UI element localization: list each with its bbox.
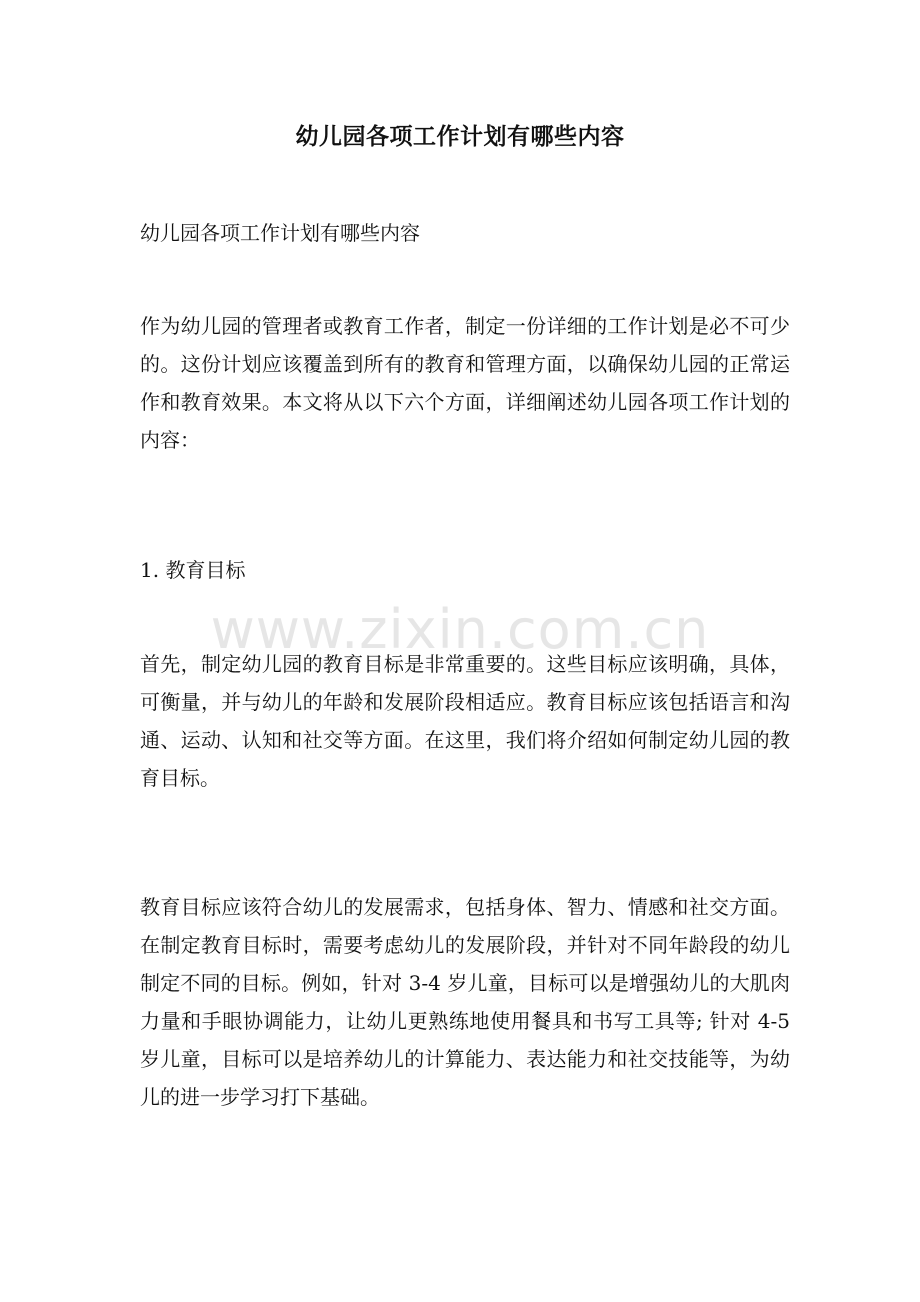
watermark: www.zixin.com.cn	[210, 598, 710, 661]
page-title: 幼儿园各项工作计划有哪些内容	[295, 124, 625, 150]
subtitle-paragraph: 幼儿园各项工作计划有哪些内容	[140, 221, 420, 245]
education-goals-paragraph-2: 教育目标应该符合幼儿的发展需求，包括身体、智力、情感和社交方面。在制定教育目标时，需要考虑幼儿的发展阶段，并针对不同年龄段的幼儿制定不同的目标。例如，针对 3-4 岁儿童，目标可以是增强幼儿的大肌肉力量和手眼协调能力，让幼儿更熟练地使用餐具和书写工具等; 针对 4-5 岁儿童，目标可以是培养幼儿的计算能力、表达能力和社交技能等，为幼儿的进一步学习打下基础。	[140, 895, 790, 1109]
section-heading-education-goals: 1. 教育目标	[140, 558, 246, 582]
intro-paragraph: 作为幼儿园的管理者或教育工作者，制定一份详细的工作计划是必不可少的。这份计划应该覆盖到所有的教育和管理方面，以确保幼儿园的正常运作和教育效果。本文将从以下六个方面，详细阐述幼儿园各项工作计划的内容：	[140, 314, 790, 452]
education-goals-paragraph-1: 首先，制定幼儿园的教育目标是非常重要的。这些目标应该明确，具体，可衡量，并与幼儿的年龄和发展阶段相适应。教育目标应该包括语言和沟通、运动、认知和社交等方面。在这里，我们将介绍如何制定幼儿园的教育目标。	[140, 652, 790, 790]
